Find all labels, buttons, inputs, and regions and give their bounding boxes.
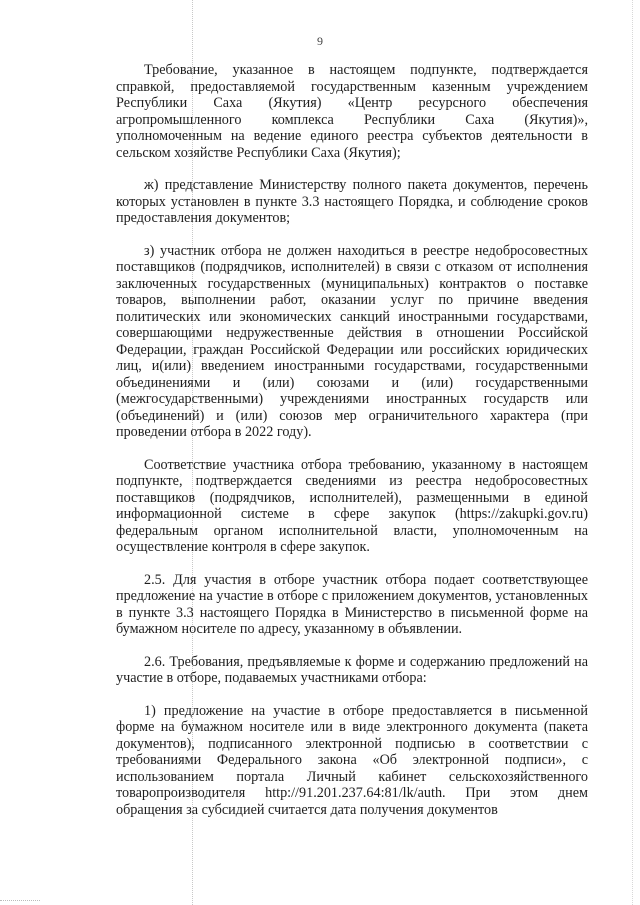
scan-artifact-line-right [632, 0, 633, 905]
paragraph-section-2-6: 2.6. Требования, предъявляемые к форме и содержанию предложений на участие в отборе, подаваемых участниками отбора: [116, 653, 588, 686]
scan-corner-mark [0, 900, 40, 901]
paragraph-requirement-confirmation: Требование, указанное в настоящем подпункте, подтверждается справкой, предоставляемой государственным казенным учреждением Республики Саха (Якутия) «Центр ресурсного обеспечения агропромышленного комплекса Республики Саха (Якутия)», уполномоченным на ведение единого реестра субъектов деятельности в сельском хозяйстве Республики Саха (Якутия); [116, 62, 588, 161]
paragraph-section-2-5: 2.5. Для участия в отборе участник отбора подает соответствующее предложение на участие в отборе с приложением документов, установленных в пункте 3.3 настоящего Порядка в Министерство в письменной форме на бумажном носителе по адресу, указанному в объявлении. [116, 571, 588, 637]
paragraph-item-zh: ж) представление Министерству полного пакета документов, перечень которых установлен в пункте 3.3 настоящего Порядка, и соблюдение сроков предоставления документов; [116, 177, 588, 226]
page-number: 9 [317, 34, 323, 48]
paragraph-compliance: Соответствие участника отбора требованию, указанному в настоящем подпункте, подтверждается сведениями из реестра недобросовестных поставщиков (подрядчиков, исполнителей), размещенными в единой информационной системе в сфере закупок (https://zakupki.gov.ru) федеральным органом исполнительной власти, уполномоченным на осуществление контроля в сфере закупок. [116, 456, 588, 555]
paragraph-item-1: 1) предложение на участие в отборе предоставляется в письменной форме на бумажном носителе или в виде электронного документа (пакета документов), подписанного электронной подписью в соответствии с требованиями Федерального закона «Об электронной подписи», с использованием портала Личный кабинет сельскохозяйственного товаропроизводителя http://91.201.237.64:81/lk/auth. При этом днем обращения за субсидией считается дата получения документов [116, 702, 588, 818]
paragraph-item-z: з) участник отбора не должен находиться в реестре недобросовестных поставщиков (подрядчиков, исполнителей) в связи с отказом от исполнения заключенных государственных (муниципальных) контрактов о поставке товаров, выполнении работ, оказании услуг по причине введения политических или экономических санкций иностранными государствами, совершающими недружественные действия в отношении Российской Федерации, граждан Российской Федерации или российских юридических лиц, и(или) введением иностранными государствами, государственными объединениями и (или) союзами и (или) государственными (межгосударственными) учреждениями иностранных государств или (объединений) и (или) союзов мер ограничительного характера (при проведении отбора в 2022 году). [116, 242, 588, 440]
document-body [116, 62, 588, 818]
